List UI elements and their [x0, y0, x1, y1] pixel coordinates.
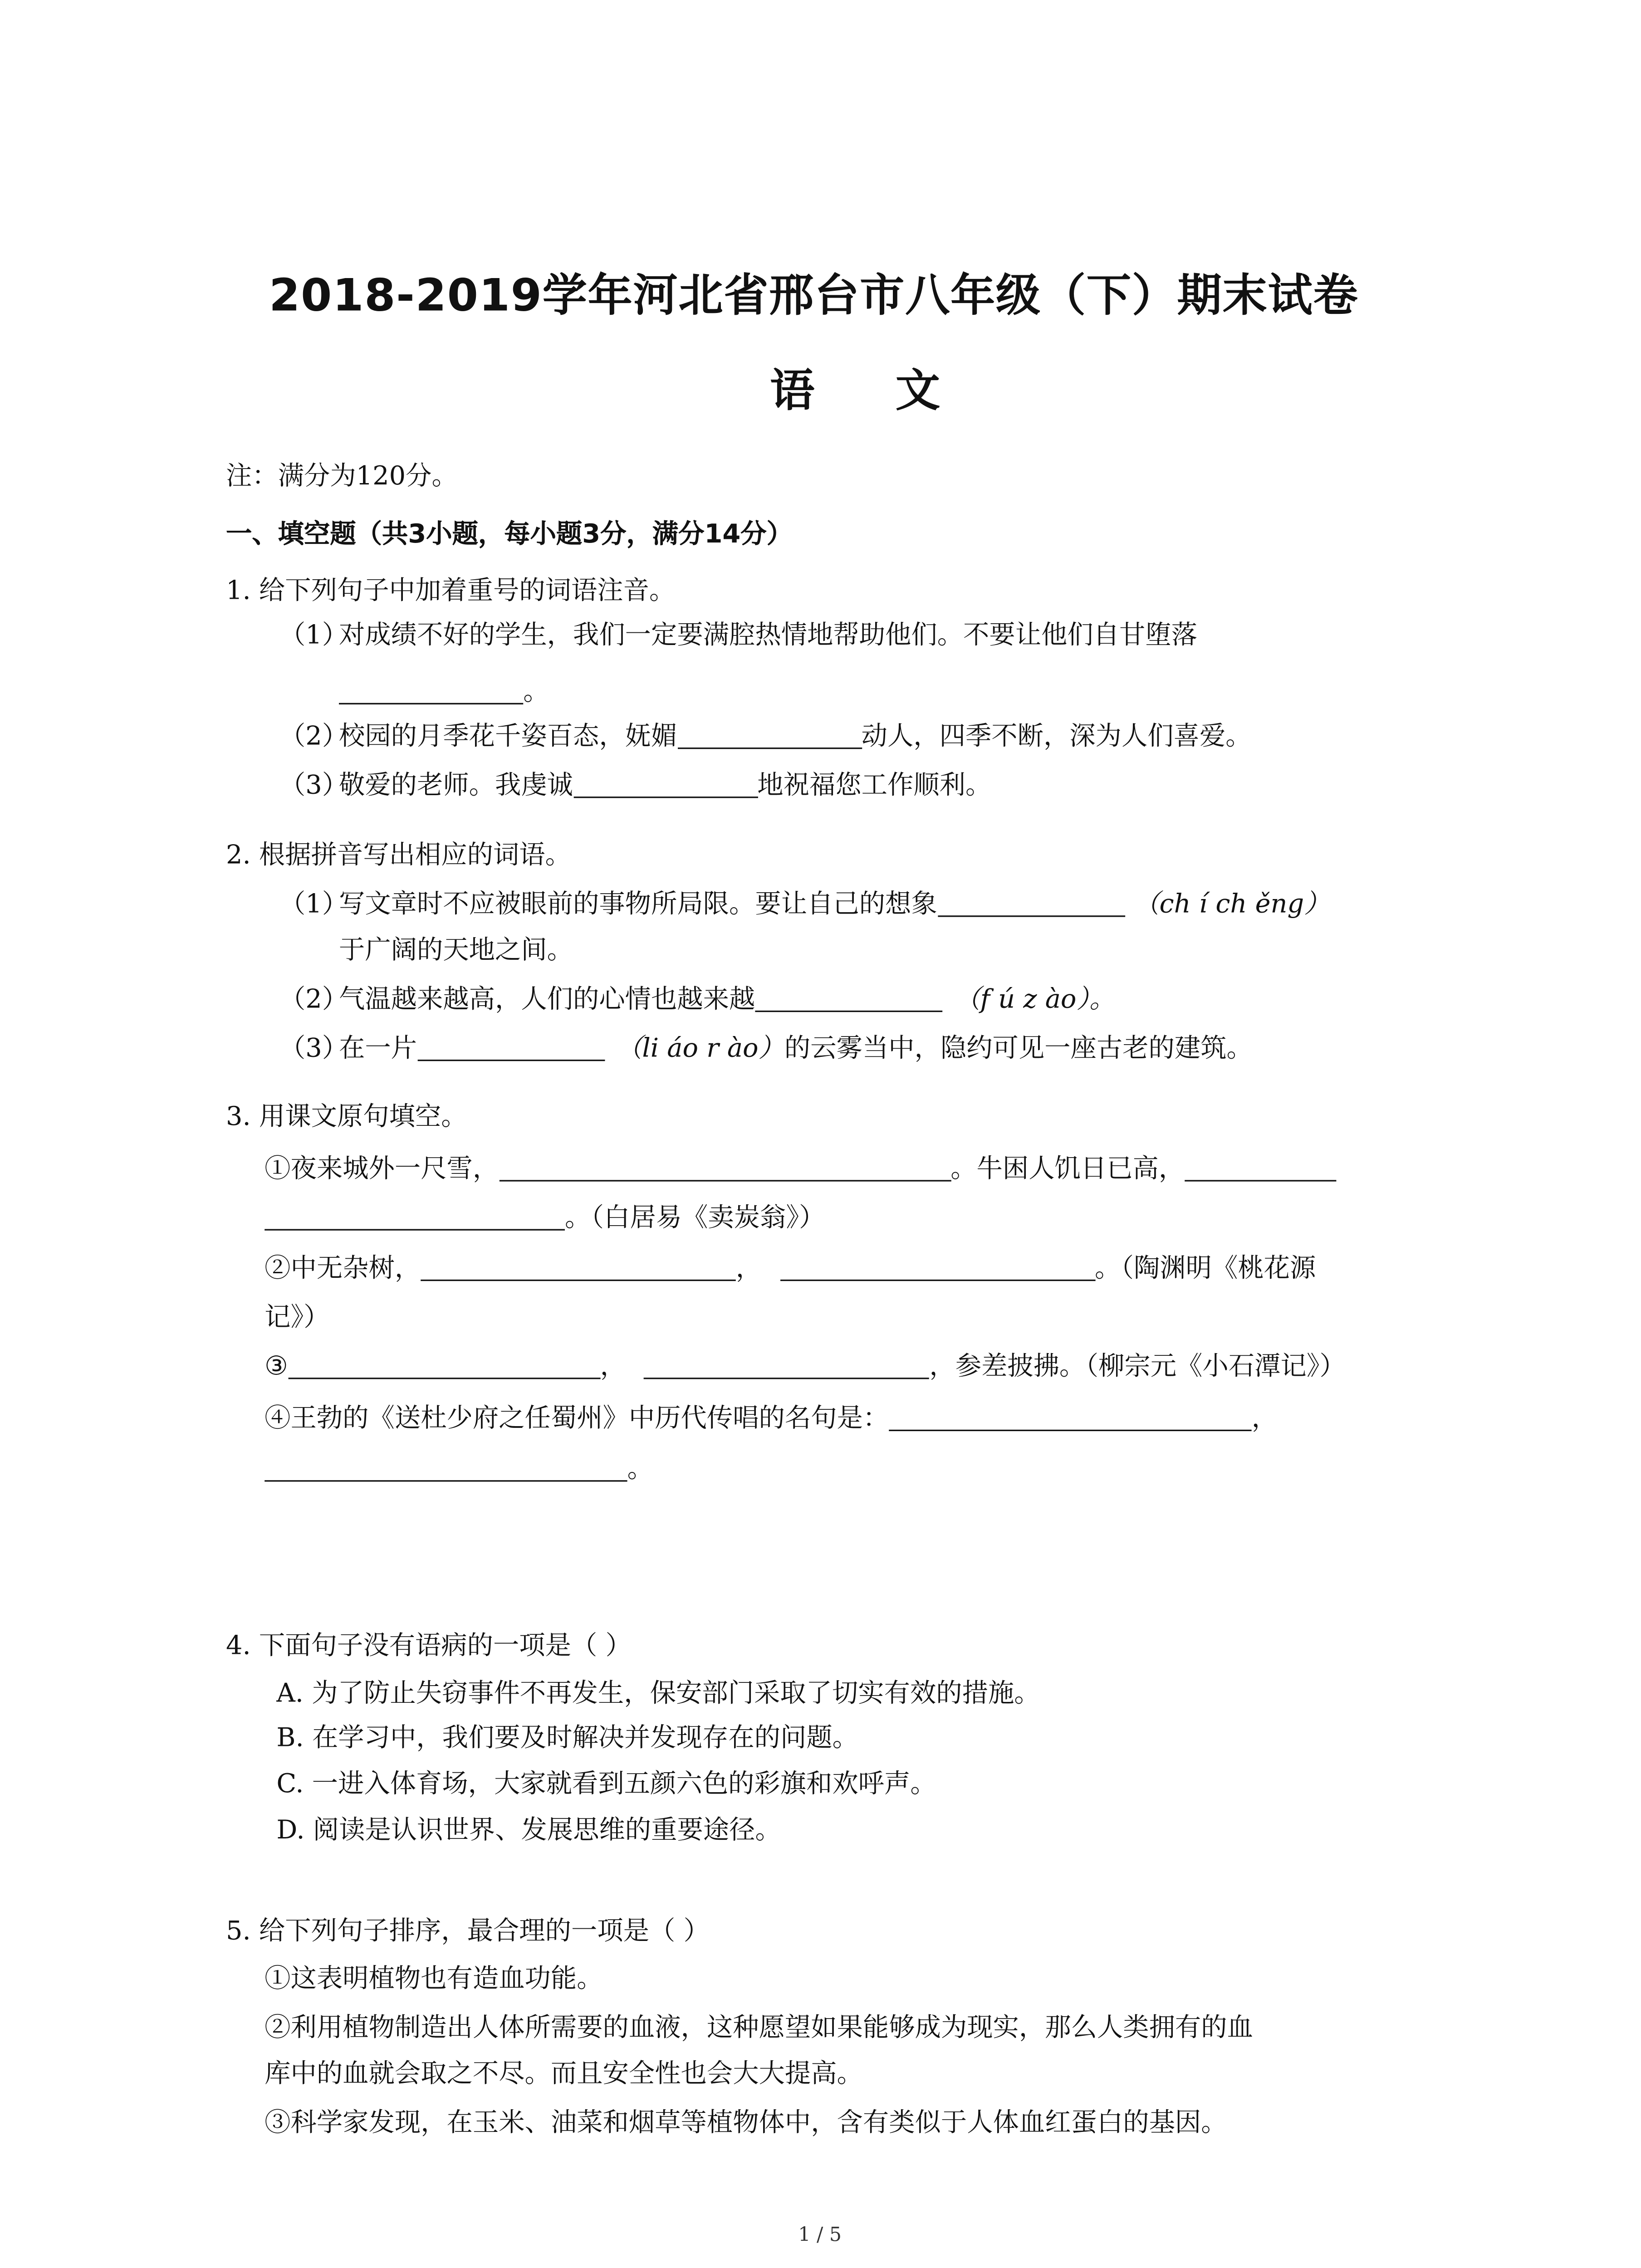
question-1-stem: 1. 给下列句子中加着重号的词语注音。 — [225, 577, 676, 606]
answer-blank[interactable] — [339, 677, 523, 704]
q2-item-2-pinyin: （f ú z ào）。 — [954, 985, 1116, 1015]
q1-item-2-line — [339, 716, 1252, 753]
answer-blank[interactable] — [644, 1352, 929, 1379]
q1-item-3-line — [339, 765, 991, 802]
q2-item-3-line — [339, 1028, 1253, 1066]
section-heading: 一、填空题（共3小题，每小题3分，满分14分） — [225, 520, 793, 550]
answer-blank[interactable] — [499, 1154, 950, 1182]
q2-item-1-pinyin: （ch í ch ěng） — [1133, 890, 1330, 920]
answer-blank[interactable] — [779, 1254, 1095, 1281]
q2-item-2-number: （2） — [279, 985, 348, 1015]
q4-option-a[interactable]: A. 为了防止失窃事件不再发生，保安部门采取了切实有效的措施。 — [276, 1679, 1040, 1709]
q2-item-1-line — [339, 884, 1330, 921]
answer-blank[interactable] — [265, 1454, 627, 1482]
q3-line-2-text: 。（白居易《卖炭翁》） — [564, 1203, 825, 1234]
question-5-stem: 5. 给下列句子排序，最合理的一项是（ ） — [225, 1917, 710, 1947]
answer-blank[interactable] — [677, 722, 861, 749]
q2-item-3-text-b: 的云雾当中，隐约可见一座古老的建筑。 — [784, 1034, 1253, 1064]
q1-item-3-text-a: 敬爱的老师。我虔诚 — [338, 771, 573, 801]
q3-line-5-text-c: ，参差披拂。（柳宗元《小石潭记》） — [929, 1352, 1346, 1382]
q1-item-1-number: （1） — [279, 621, 348, 651]
q2-item-1-text-a: 写文章时不应被眼前的事物所局限。要让自己的想象 — [338, 890, 937, 920]
q3-line-3 — [265, 1248, 1316, 1286]
q3-line-5 — [265, 1346, 1346, 1383]
q3-line-4: 记》） — [265, 1303, 330, 1333]
answer-blank[interactable] — [573, 771, 757, 798]
q2-item-3-number: （3） — [279, 1034, 348, 1064]
q3-line-3-text-b: ， — [735, 1254, 762, 1284]
answer-blank[interactable] — [889, 1403, 1251, 1431]
exam-note: 注：满分为120分。 — [225, 462, 458, 492]
q3-line-1 — [265, 1149, 1336, 1186]
q3-line-3-text-a: ②中无杂树， — [265, 1254, 421, 1284]
q1-item-3-number: （3） — [279, 771, 348, 801]
q5-sentence-3: ③科学家发现，在玉米、油菜和烟草等植物体中，含有类似于人体血红蛋白的基因。 — [265, 2109, 1227, 2139]
q4-option-c[interactable]: C. 一进入体育场，大家就看到五颜六色的彩旗和欢呼声。 — [276, 1770, 936, 1800]
answer-blank[interactable] — [265, 1203, 565, 1231]
exam-title: 2018-2019学年河北省邢台市八年级（下）期末试卷 — [269, 270, 1359, 323]
q5-sentence-2-continuation: 库中的血就会取之不尽。而且安全性也会大大提高。 — [265, 2059, 863, 2090]
answer-blank[interactable] — [755, 985, 942, 1012]
q3-line-5-text-b: ， — [600, 1352, 626, 1382]
q2-item-1-number: （1） — [279, 890, 348, 920]
q4-option-d[interactable]: D. 阅读是认识世界、发展思维的重要途径。 — [276, 1816, 781, 1846]
q2-item-1-continuation: 于广阔的天地之间。 — [338, 936, 573, 966]
question-4-stem: 4. 下面句子没有语病的一项是（ ） — [225, 1632, 632, 1662]
q3-line-2 — [265, 1198, 825, 1235]
q3-line-1-text-a: ①夜来城外一尺雪， — [265, 1154, 499, 1185]
page-number: 1 / 5 — [798, 2224, 842, 2247]
q1-item-1-text: 对成绩不好的学生，我们一定要满腔热情地帮助他们。不要让他们自甘堕落 — [338, 621, 1198, 651]
q2-item-3-text-a: 在一片 — [338, 1034, 417, 1064]
q3-line-6 — [265, 1398, 1278, 1436]
answer-blank[interactable] — [1185, 1154, 1336, 1182]
q3-line-1-text-b: 。牛困人饥日已高， — [950, 1154, 1185, 1185]
q3-line-6-text-a: ④王勃的《送杜少府之任蜀州》中历代传唱的名句是： — [265, 1404, 889, 1434]
q3-line-6-text-b: ， — [1251, 1404, 1278, 1434]
answer-blank[interactable] — [937, 890, 1125, 917]
q3-line-7 — [265, 1449, 653, 1486]
q3-line-3-text-c: 。（陶渊明《桃花源 — [1094, 1254, 1316, 1284]
exam-subject: 语 文 — [770, 365, 973, 418]
q3-line-5-text-a: ③ — [265, 1352, 288, 1382]
q5-sentence-1: ①这表明植物也有造血功能。 — [265, 1965, 603, 1994]
q2-item-2-line — [339, 979, 1116, 1017]
question-3-stem: 3. 用课文原句填空。 — [225, 1103, 467, 1133]
q1-item-1-answer-line — [339, 672, 549, 709]
q1-item-3-text-b: 地祝福您工作顺利。 — [757, 771, 992, 801]
q2-item-2-text-a: 气温越来越高，人们的心情也越来越 — [338, 985, 755, 1015]
answer-blank[interactable] — [421, 1254, 736, 1281]
q1-item-2-text-a: 校园的月季花千姿百态，妩媚 — [338, 722, 677, 752]
answer-blank[interactable] — [288, 1352, 600, 1379]
q1-item-1-end: 。 — [523, 677, 549, 708]
question-2-stem: 2. 根据拼音写出相应的词语。 — [225, 841, 571, 871]
q1-item-2-number: （2） — [279, 722, 348, 752]
q3-line-7-text: 。 — [627, 1455, 653, 1485]
q1-item-2-text-b: 动人，四季不断，深为人们喜爱。 — [861, 722, 1252, 752]
answer-blank[interactable] — [417, 1034, 604, 1061]
q5-sentence-2: ②利用植物制造出人体所需要的血液，这种愿望如果能够成为现实，那么人类拥有的血 — [265, 2014, 1253, 2043]
q2-item-3-pinyin: （li áo r ào） — [616, 1034, 784, 1064]
q4-option-b[interactable]: B. 在学习中，我们要及时解决并发现存在的问题。 — [276, 1724, 859, 1754]
